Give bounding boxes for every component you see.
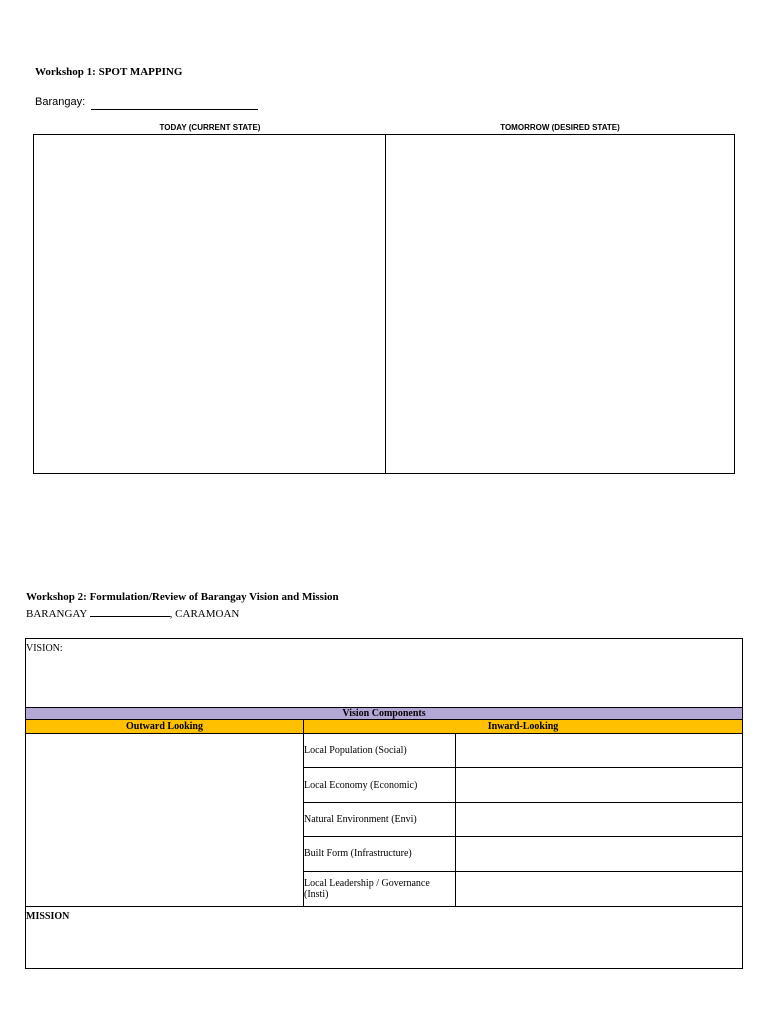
mission-label: MISSION [26,911,70,922]
outward-looking-cell[interactable] [26,734,304,906]
today-column-header: TODAY (CURRENT STATE) [159,123,261,132]
component-label: Local Leadership / Governance (Insti) [304,872,456,906]
mission-row[interactable] [26,906,742,968]
barangay-label: Barangay: [35,96,86,108]
barangay-caramoan-line [26,607,239,620]
vision-components-header: Vision Components [26,707,742,720]
component-label: Natural Environment (Envi) [304,803,456,836]
spot-mapping-divider [385,135,386,473]
component-label: Local Population (Social) [304,734,456,767]
vision-label: VISION: [26,643,63,654]
inward-looking-header: Inward-Looking [304,720,742,734]
barangay-prefix: BARANGAY [26,608,87,620]
component-label: Built Form (Infrastructure) [304,837,456,870]
spot-mapping-table [33,134,735,474]
component-row-institutional[interactable] [304,872,742,906]
component-row-environment[interactable] [304,803,742,837]
workshop1-title: Workshop 1: SPOT MAPPING [35,66,183,78]
barangay-blank-line[interactable] [91,109,258,110]
component-row-infrastructure[interactable] [304,837,742,871]
component-row-social[interactable] [304,734,742,768]
barangay-name-blank[interactable] [90,607,170,617]
component-row-economic[interactable] [304,768,742,802]
workshop2-title: Workshop 2: Formulation/Review of Barangay Vision and Mission [26,591,339,603]
barangay-suffix: , CARAMOAN [169,608,240,620]
vision-mission-table [25,638,743,969]
outward-looking-header: Outward Looking [26,720,304,734]
component-label: Local Economy (Economic) [304,768,456,801]
tomorrow-column-header: TOMORROW (DESIRED STATE) [500,123,620,132]
